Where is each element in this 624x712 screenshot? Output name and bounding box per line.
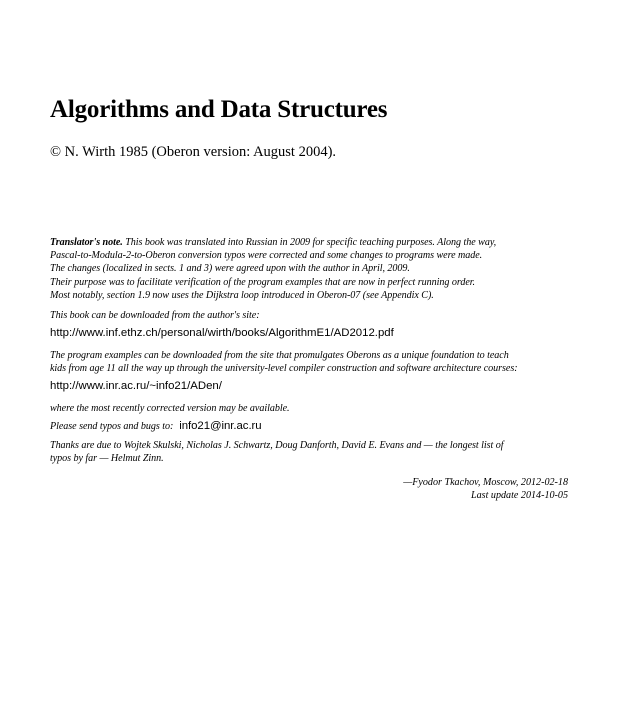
page-title: Algorithms and Data Structures [50,96,388,123]
programs-url-link[interactable]: http://www.inr.ac.ru/~info21/ADen/ [50,380,222,392]
corrected-version-note: where the most recently corrected version may be available. [50,403,290,414]
typos-label: Please send typos and bugs to: [50,421,174,432]
translator-note-line-4: Their purpose was to facilitate verification of the program examples that are now in perfect running order. [50,276,475,288]
translator-note-line-1: Translator's note. This book was translated into Russian in 2009 for specific teaching purposes. Along the way, [50,237,497,248]
thanks-line-2: typos by far — Helmut Zinn. [50,453,164,465]
translator-note-line-3: The changes (localized in sects. 1 and 3) were agreed upon with the author in April, 2009. [50,263,410,275]
translator-note [50,236,580,302]
typos-email-link[interactable]: info21@inr.ac.ru [179,420,262,432]
thanks-paragraph [50,439,580,465]
download-intro: This book can be downloaded from the author's site: [50,310,260,321]
translator-note-label: Translator's note. [50,237,123,248]
copyright-line: © N. Wirth 1985 (Oberon version: August 2004). [50,144,337,160]
translator-note-line-2: Pascal-to-Modula-2-to-Oberon conversion typos were corrected and some changes to programs were made. [50,250,483,262]
programs-line-2: kids from age 11 all the way up through the university-level compiler construction and software architecture courses: [50,363,518,375]
thanks-line-1: Thanks are due to Wojtek Skulski, Nicholas J. Schwartz, Doug Danforth, David E. Evans and — the longest list of [50,440,504,451]
programs-paragraph [50,349,580,375]
programs-line-1: The program examples can be downloaded from the site that promulgates Oberons as a unique foundation to teach [50,350,509,361]
typos-line [50,420,580,433]
translator-note-line-5: Most notably, section 1.9 now uses the Dijkstra loop introduced in Oberon-07 (see Appendix C). [50,289,434,301]
last-update-line: Last update 2014-10-05 [470,489,568,501]
signature-line: —Fyodor Tkachov, Moscow, 2012-02-18 [403,477,568,488]
book-url-link[interactable]: http://www.inf.ethz.ch/personal/wirth/books/AlgorithmE1/AD2012.pdf [50,327,394,339]
signature-block [403,477,568,502]
